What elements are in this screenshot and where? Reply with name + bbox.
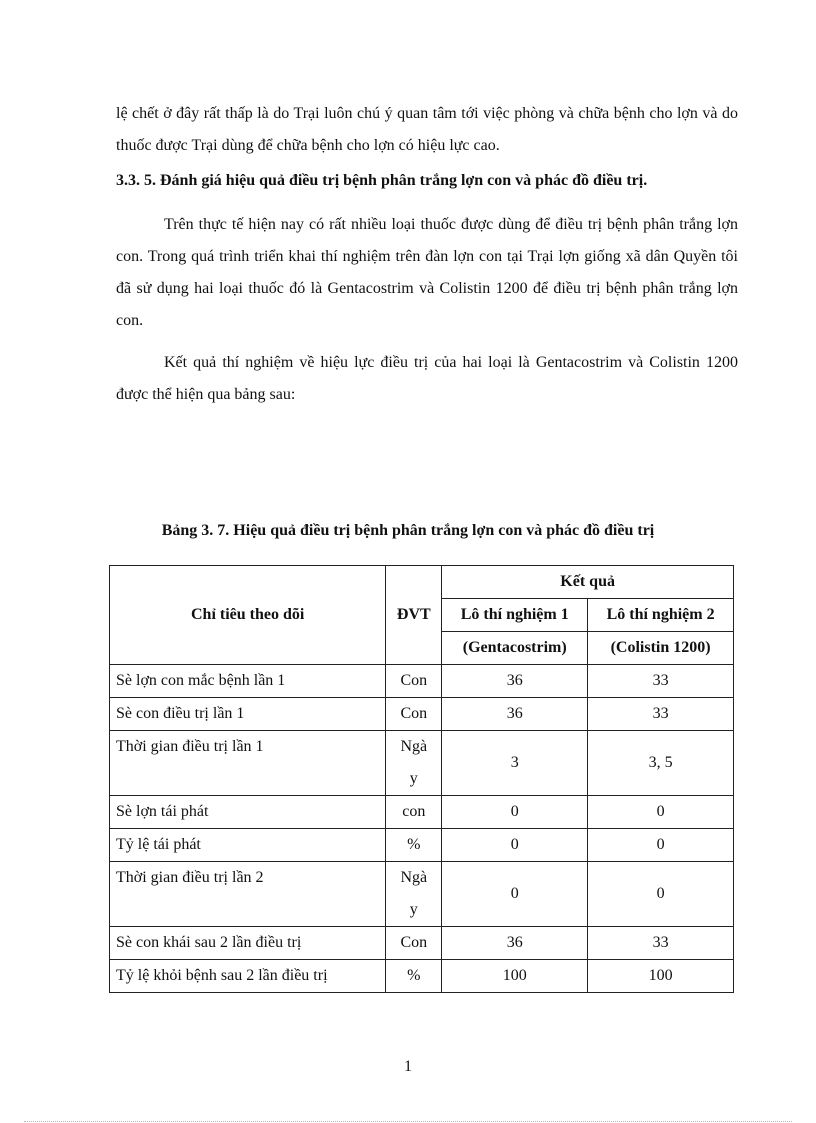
row-unit-line1: Ngà	[400, 738, 428, 755]
row-unit-line1: Ngà	[400, 869, 428, 886]
row-label: Thời gian điều trị lần 2	[110, 862, 386, 927]
row-lot2-value: 3, 5	[588, 731, 734, 796]
page-divider	[24, 1121, 792, 1122]
header-indicator: Chỉ tiêu theo dõi	[110, 566, 386, 665]
row-unit: Con	[386, 698, 442, 731]
header-lot1-name: Lô thí nghiệm 1	[442, 599, 588, 632]
header-lot1-drug: (Gentacostrim)	[442, 632, 588, 665]
row-label: Sè lợn tái phát	[110, 796, 386, 829]
row-unit	[386, 731, 442, 796]
row-lot1-value: 36	[442, 698, 588, 731]
row-lot2-value: 100	[588, 960, 734, 993]
table-header-row	[110, 566, 734, 599]
row-lot1-value: 0	[442, 862, 588, 927]
row-lot2-value: 33	[588, 927, 734, 960]
row-lot2-value: 0	[588, 796, 734, 829]
paragraph-methods: Trên thực tế hiện nay có rất nhiều loại thuốc được dùng để điều trị bệnh phân trắng lợn con. Trong quá trình triển khai thí nghiệm trên đàn lợn con tại Trại lợn giống xã dân Quyền tôi đã sử dụng hai loại thuốc đó là Gentacostrim và Colistin 1200 để điều trị bệnh phân trắng lợn con.	[116, 216, 738, 329]
row-lot1-value: 0	[442, 796, 588, 829]
row-unit: Con	[386, 927, 442, 960]
row-lot2-value: 0	[588, 829, 734, 862]
table-row	[110, 960, 734, 993]
row-lot2-value: 33	[588, 698, 734, 731]
row-unit-line2: y	[409, 770, 418, 787]
row-unit: %	[386, 829, 442, 862]
table-row	[110, 927, 734, 960]
row-lot1-value: 100	[442, 960, 588, 993]
row-lot1-value: 36	[442, 665, 588, 698]
row-lot1-value: 0	[442, 829, 588, 862]
row-lot2-value: 33	[588, 665, 734, 698]
row-unit: con	[386, 796, 442, 829]
row-unit-line2: y	[409, 901, 418, 918]
header-unit: ĐVT	[386, 566, 442, 665]
section-heading: 3.3. 5. Đánh giá hiệu quả điều trị bệnh phân trắng lợn con và phác đồ điều trị.	[116, 172, 648, 189]
page-number: 1	[404, 1058, 412, 1075]
row-label: Thời gian điều trị lần 1	[110, 731, 386, 796]
table-caption: Bảng 3. 7. Hiệu quả điều trị bệnh phân trắng lợn con và phác đồ điều trị	[161, 522, 655, 539]
row-unit: Con	[386, 665, 442, 698]
row-label: Tỷ lệ khỏi bệnh sau 2 lần điều trị	[110, 960, 386, 993]
header-result: Kết quả	[442, 566, 734, 599]
row-unit: %	[386, 960, 442, 993]
table-row	[110, 862, 734, 927]
row-unit	[386, 862, 442, 927]
results-table	[109, 565, 734, 993]
paragraph-intro: lệ chết ở đây rất thấp là do Trại luôn chú ý quan tâm tới việc phòng và chữa bệnh cho lợn và do thuốc được Trại dùng để chữa bệnh cho lợn có hiệu lực cao.	[116, 105, 738, 154]
header-lot2-drug: (Colistin 1200)	[588, 632, 734, 665]
paragraph-results-intro: Kết quả thí nghiệm về hiệu lực điều trị của hai loại là Gentacostrim và Colistin 1200 được thể hiện qua bảng sau:	[116, 354, 738, 403]
table-row	[110, 698, 734, 731]
table-row	[110, 829, 734, 862]
row-label: Tỷ lệ tái phát	[110, 829, 386, 862]
row-label: Sè con khái sau 2 lần điều trị	[110, 927, 386, 960]
row-lot1-value: 36	[442, 927, 588, 960]
header-lot2-name: Lô thí nghiệm 2	[588, 599, 734, 632]
row-label: Sè con điều trị lần 1	[110, 698, 386, 731]
row-lot2-value: 0	[588, 862, 734, 927]
row-label: Sè lợn con mắc bệnh lần 1	[110, 665, 386, 698]
table-row	[110, 796, 734, 829]
row-lot1-value: 3	[442, 731, 588, 796]
table-row	[110, 665, 734, 698]
table-row	[110, 731, 734, 796]
